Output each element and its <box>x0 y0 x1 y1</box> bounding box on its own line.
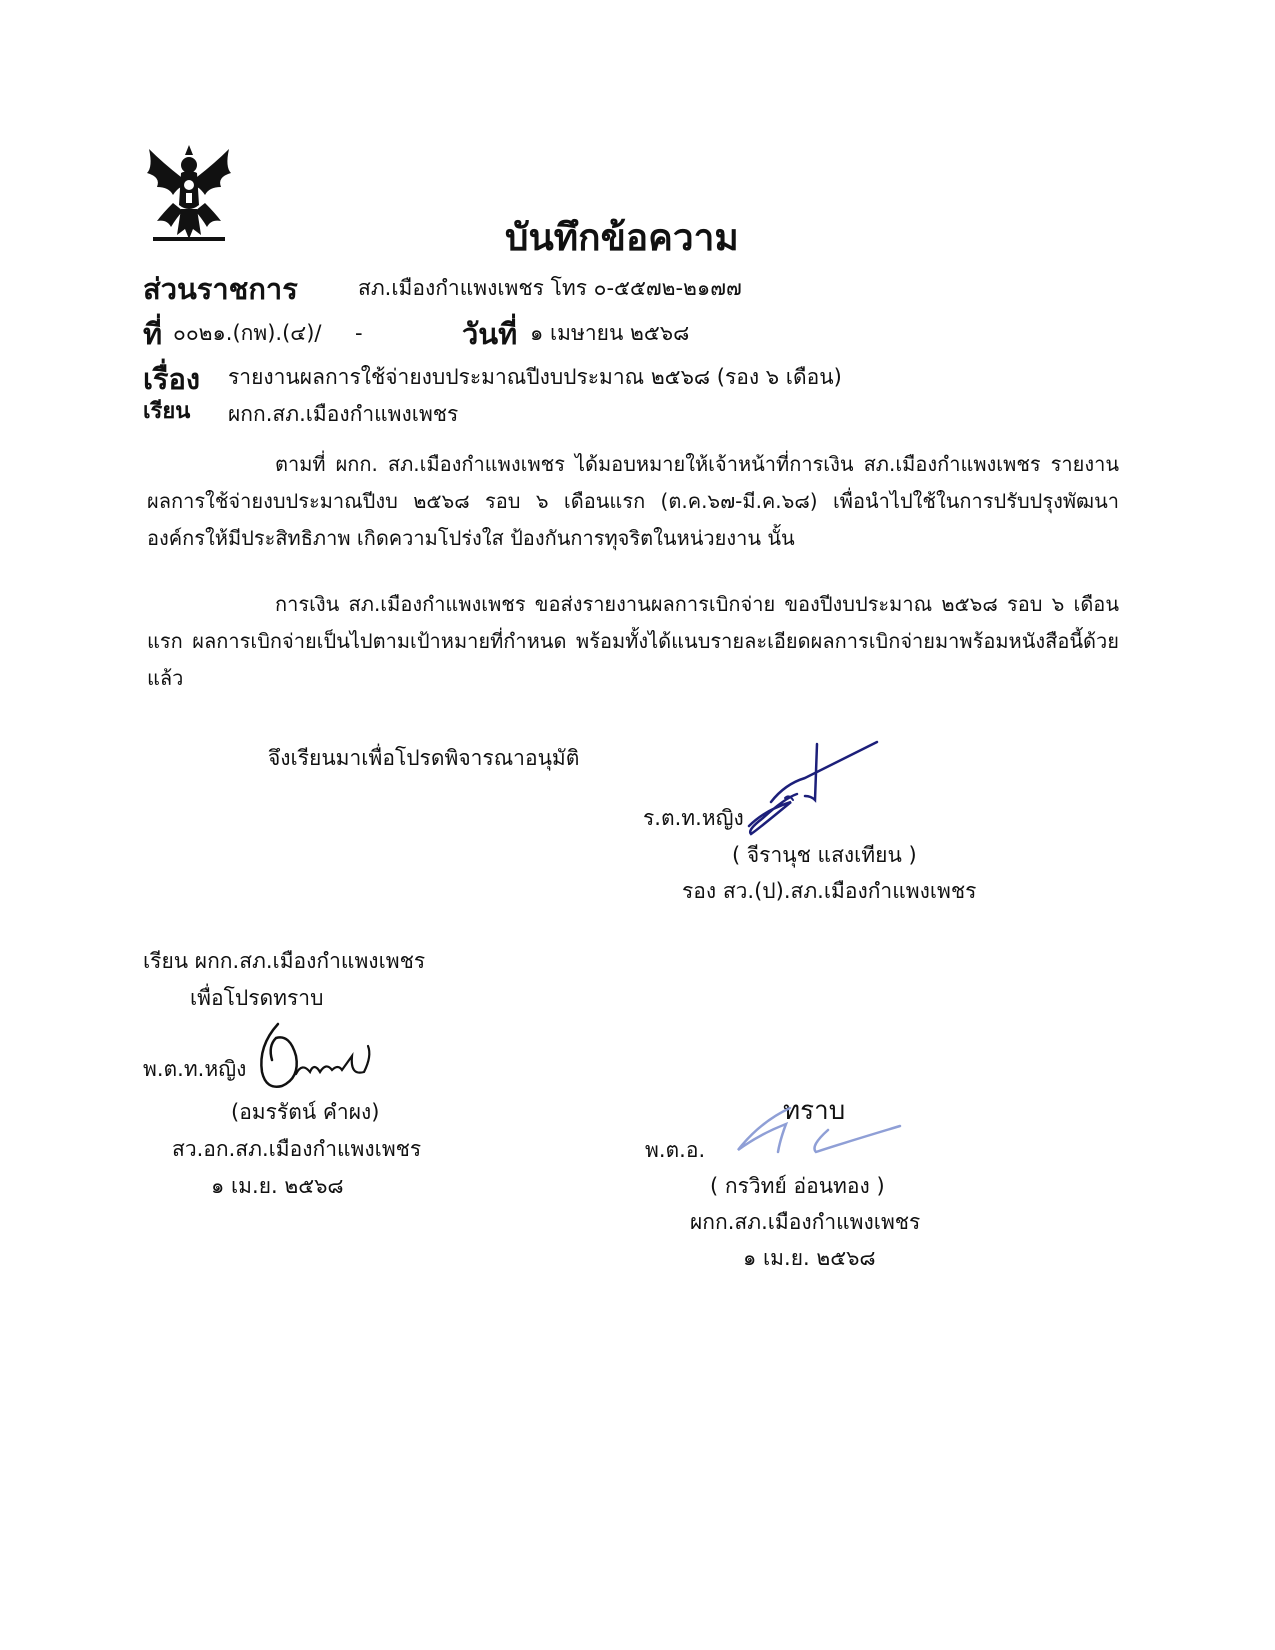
reference-dash: - <box>355 321 363 345</box>
endorsement-right-date: ๑ เม.ย. ๒๕๖๘ <box>743 1246 876 1270</box>
endorsement-right-name: ( กรวิทย์ อ่อนทอง ) <box>710 1174 885 1198</box>
body-paragraph-2: การเงิน สภ.เมืองกำแพงเพชร ขอส่งรายงานผลการเบิกจ่าย ของปีงบประมาณ ๒๕๖๘ รอบ ๖ เดือนแรก ผลการเบิกจ่ายเป็นไปตามเป้าหมายที่กำหนด พร้อมทั้งได้แนบรายละเอียดผลการเบิกจ่ายมาพร้อมหนังสือนี้ด้วยแล้ว <box>147 592 1119 690</box>
agency-value: สภ.เมืองกำแพงเพชร โทร ๐-๕๕๗๒-๒๑๗๗ <box>358 276 742 300</box>
endorsement-right-position: ผกก.สภ.เมืองกำแพงเพชร <box>690 1210 921 1234</box>
acknowledged-mark: ทราบ <box>783 1096 846 1126</box>
endorsement-left-rank: พ.ต.ท.หญิง <box>143 1057 247 1081</box>
salutation-label: เรียน <box>143 399 191 424</box>
reference-value: ๐๐๒๑.(กพ).(๔)/ <box>173 321 322 345</box>
endorsement-left-name: (อมรรัตน์ คำผง) <box>231 1100 380 1124</box>
endorsement-left-position: สว.อก.สภ.เมืองกำแพงเพชร <box>172 1137 422 1161</box>
signature-3 <box>730 1100 910 1170</box>
endorsement-left-to: เรียน ผกก.สภ.เมืองกำแพงเพชร <box>143 949 426 973</box>
memo-title: บันทึกข้อความ <box>505 216 739 259</box>
signature-2 <box>256 1016 396 1096</box>
garuda-emblem-icon <box>143 143 235 243</box>
date-label: วันที่ <box>462 317 518 351</box>
reference-label: ที่ <box>143 317 163 351</box>
signature-1 <box>745 738 885 838</box>
agency-label: ส่วนราชการ <box>143 272 298 306</box>
endorsement-right-rank: พ.ต.อ. <box>645 1138 706 1162</box>
closing-line: จึงเรียนมาเพื่อโปรดพิจารณาอนุมัติ <box>268 746 580 770</box>
body-paragraph-1: ตามที่ ผกก. สภ.เมืองกำแพงเพชร ได้มอบหมายให้เจ้าหน้าที่การเงิน สภ.เมืองกำแพงเพชร รายงานผลการใช้จ่ายงบประมาณปีงบ ๒๕๖๘ รอบ ๖ เดือนแรก (ต.ค.๖๗-มี.ค.๖๘) เพื่อนำไปใช้ในการปรับปรุงพัฒนาองค์กรให้มีประสิทธิภาพ เกิดความโปร่งใส ป้องกันการทุจริตในหน่วยงาน นั้น <box>147 452 1119 550</box>
signer1-name: ( จีรานุช แสงเทียน ) <box>732 843 917 867</box>
endorsement-left-note: เพื่อโปรดทราบ <box>190 986 324 1010</box>
subject-value: รายงานผลการใช้จ่ายงบประมาณปีงบประมาณ ๒๕๖๘ (รอง ๖ เดือน) <box>228 365 842 389</box>
subject-label: เรื่อง <box>143 362 201 396</box>
salutation-value: ผกก.สภ.เมืองกำแพงเพชร <box>228 402 459 426</box>
signer1-position: รอง สว.(ป).สภ.เมืองกำแพงเพชร <box>682 879 977 903</box>
signer1-rank: ร.ต.ท.หญิง <box>643 806 744 830</box>
date-value: ๑ เมษายน ๒๕๖๘ <box>530 321 690 345</box>
endorsement-left-date: ๑ เม.ย. ๒๕๖๘ <box>211 1174 344 1198</box>
